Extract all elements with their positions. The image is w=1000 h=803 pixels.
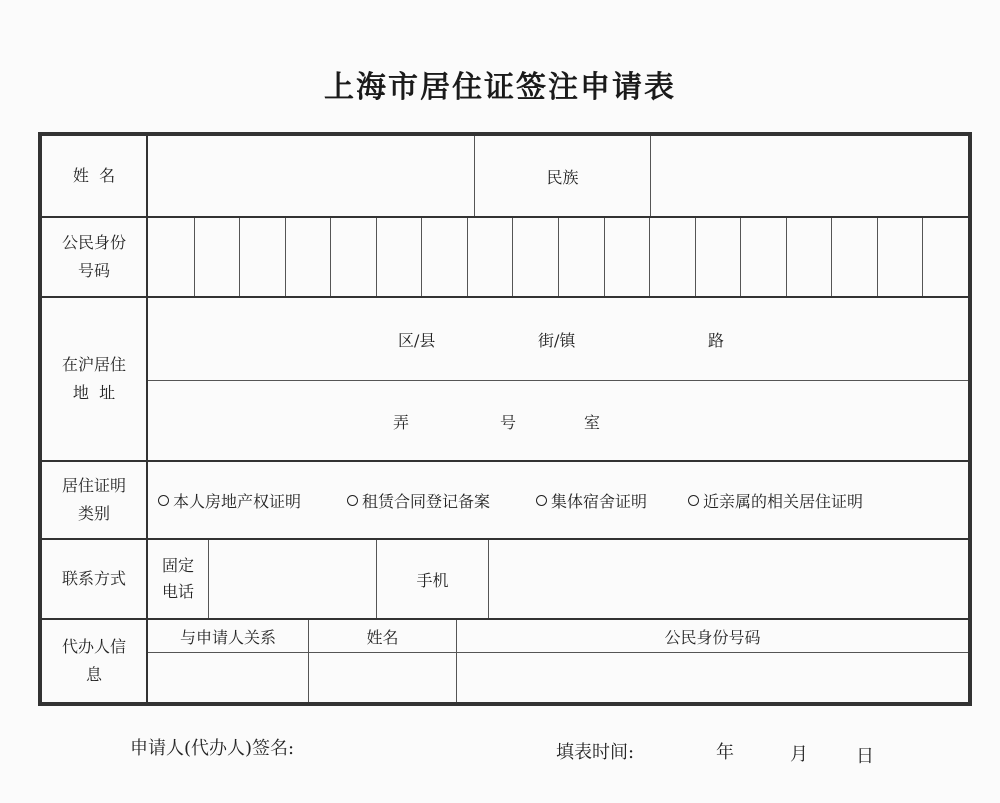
row-proof-type: [42, 462, 968, 540]
address-line-2[interactable]: [148, 380, 968, 462]
agent-id-header: 公民身份号码: [456, 620, 968, 652]
id-digit-boxes[interactable]: [148, 218, 968, 296]
id-digit-box[interactable]: [877, 218, 923, 296]
id-digit-box[interactable]: [604, 218, 650, 296]
id-digit-box[interactable]: [239, 218, 285, 296]
proof-option-property[interactable]: 本人房地产权证明: [158, 462, 301, 538]
id-digit-box[interactable]: [695, 218, 741, 296]
street-label: 街/镇: [538, 330, 576, 350]
mobile-label: 手机: [416, 570, 449, 590]
name-input-cell[interactable]: [148, 136, 474, 216]
proof-type-label: 居住证明 类别: [42, 462, 148, 538]
name-label: 姓 名: [42, 136, 148, 216]
ethnicity-label-cell: [474, 136, 650, 216]
number-label: 号: [500, 412, 517, 432]
landline-input-cell[interactable]: [208, 540, 376, 618]
radio-circle-icon: [158, 495, 169, 506]
row-name: [42, 136, 968, 218]
row-agent: [42, 620, 968, 702]
agent-name-header: 姓名: [308, 620, 456, 652]
landline-label-cell: 固定 电话: [161, 556, 194, 601]
id-number-label: 公民身份 号码: [42, 218, 148, 296]
id-digit-box[interactable]: [649, 218, 695, 296]
radio-circle-icon: [347, 495, 358, 506]
id-digit-box[interactable]: [740, 218, 786, 296]
id-digit-box[interactable]: [421, 218, 467, 296]
id-digit-box[interactable]: [786, 218, 832, 296]
proof-option-lease[interactable]: 租赁合同登记备案: [347, 462, 490, 538]
mobile-input-cell[interactable]: [488, 540, 968, 618]
mobile-label-cell: [376, 540, 488, 618]
room-label: 室: [584, 412, 601, 432]
id-digit-box[interactable]: [194, 218, 240, 296]
date-label: 填表时间:: [556, 742, 635, 763]
id-digit-box[interactable]: [285, 218, 331, 296]
radio-circle-icon: [688, 495, 699, 506]
agent-name-input[interactable]: [308, 652, 456, 702]
row-id-number: [42, 218, 968, 298]
ethnicity-label: 民族: [546, 167, 579, 187]
agent-relation-header: 与申请人关系: [179, 627, 276, 647]
signature-label: 申请人(代办人)签名:: [130, 738, 295, 759]
proof-option-dormitory[interactable]: 集体宿舍证明: [536, 462, 647, 538]
radio-circle-icon: [536, 495, 547, 506]
address-label: 在沪居住 地 址: [42, 298, 148, 460]
address-line-1[interactable]: [148, 298, 968, 380]
agent-label: 代办人信 息: [42, 620, 148, 702]
day-label: 日: [856, 746, 874, 767]
id-digit-box[interactable]: [558, 218, 604, 296]
ethnicity-input-cell[interactable]: [650, 136, 968, 216]
row-contact: [42, 540, 968, 620]
id-digit-box[interactable]: [148, 218, 194, 296]
form-title: 上海市居住证签注申请表: [324, 70, 676, 105]
district-label: 区/县: [398, 330, 436, 350]
id-digit-box[interactable]: [831, 218, 877, 296]
contact-label: 联系方式: [42, 540, 148, 618]
id-digit-box[interactable]: [330, 218, 376, 296]
id-digit-box[interactable]: [467, 218, 513, 296]
id-digit-box[interactable]: [376, 218, 422, 296]
agent-relation-input[interactable]: [148, 652, 308, 702]
road-label: 路: [708, 330, 725, 350]
id-digit-box[interactable]: [512, 218, 558, 296]
row-address: [42, 298, 968, 462]
agent-id-input[interactable]: [456, 652, 968, 702]
application-form: [38, 132, 972, 706]
id-digit-box[interactable]: [922, 218, 968, 296]
year-label: 年: [716, 742, 734, 763]
month-label: 月: [790, 744, 808, 765]
proof-option-relative[interactable]: 近亲属的相关居住证明: [688, 462, 863, 538]
lane-label: 弄: [393, 412, 410, 432]
